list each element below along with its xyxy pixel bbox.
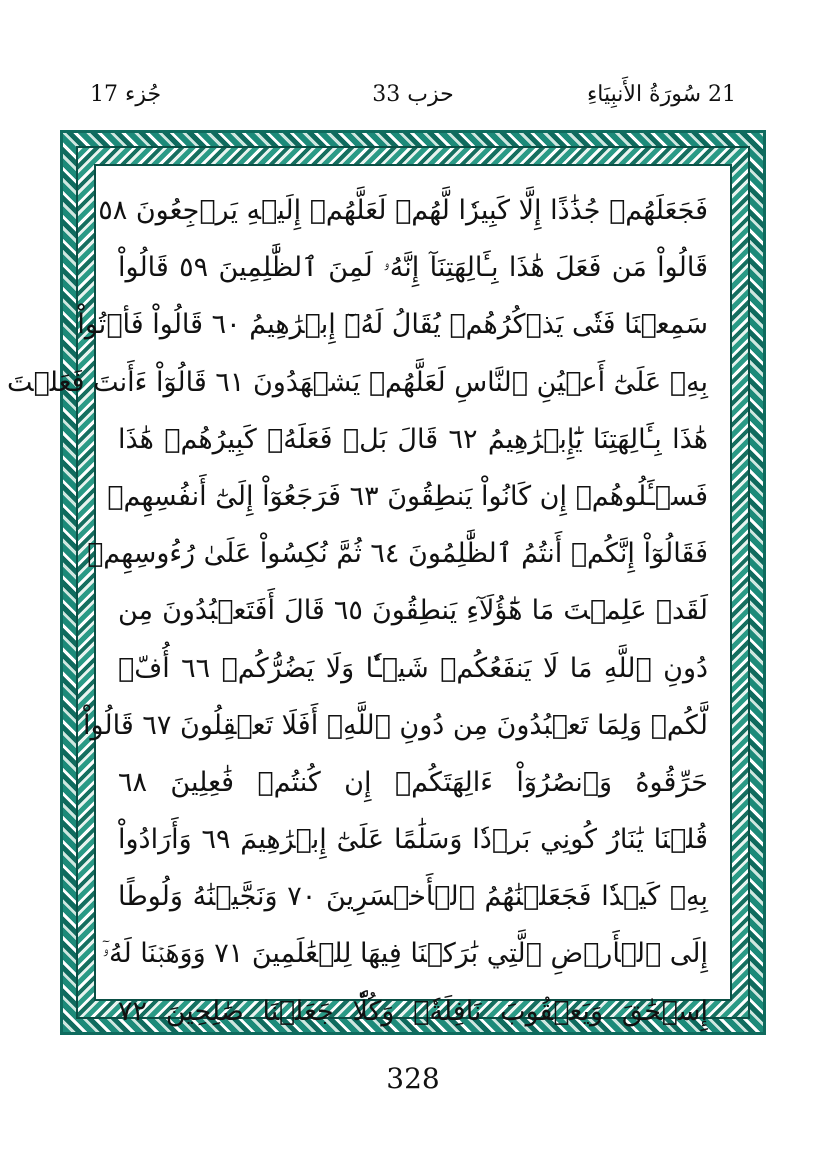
text-line: قَالُواْ مَن فَعَلَ هَٰذَا بِـَٔالِهَتِنَآ إِنَّهُۥ لَمِنَ ٱلظَّٰلِمِينَ ٥٩ قَالُواْ — [118, 252, 708, 284]
verse-text-block — [6, 182, 709, 1027]
text-line: سَمِعۡنَا فَتٗى يَذۡكُرُهُمۡ يُقَالُ لَهُۥٓ إِبۡرَٰهِيمُ ٦٠ قَالُواْ فَأۡتُواْ — [77, 309, 708, 341]
text-line: هَٰذَا بِـَٔالِهَتِنَا يَٰٓإِبۡرَٰهِيمُ ٦٢ قَالَ بَلۡ فَعَلَهُۥ كَبِيرُهُمۡ هَٰذَا — [118, 423, 709, 455]
ornamental-border — [6, 130, 766, 1035]
text-line: فَقَالُوٓاْ إِنَّكُمۡ أَنتُمُ ٱلظَّٰلِمُونَ ٦٤ ثُمَّ نُكِسُواْ عَلَىٰ رُءُوسِهِمۡ — [87, 538, 708, 570]
text-line: بِهِۦ كَيۡدٗا فَجَعَلۡنَٰهُمُ ٱلۡأَخۡسَرِينَ ٧٠ وَنَجَّيۡنَٰهُ وَلُوطًا — [118, 881, 708, 913]
text-line: دُونِ ٱللَّهِ مَا لَا يَنفَعُكُمۡ شَيۡـٔٗا وَلَا يَضُرُّكُمۡ ٦٦ أُفّٖ — [118, 652, 709, 684]
text-line: لَقَدۡ عَلِمۡتَ مَا هَٰٓؤُلَآءِ يَنطِقُونَ ٦٥ قَالَ أَفَتَعۡبُدُونَ مِن — [118, 595, 709, 627]
text-line: حَرِّقُوهُ وَٱنصُرُوٓاْ ءَالِهَتَكُمۡ إِن كُنتُمۡ فَٰعِلِينَ ٦٨ — [118, 766, 708, 798]
juz-label: جُزء 17 — [90, 82, 162, 107]
surah-title: 21 سُورَةُ الأَنبِيَاءِ — [586, 82, 736, 107]
hizb-label: حزب 33 — [372, 82, 454, 107]
text-line: لَّكُمۡ وَلِمَا تَعۡبُدُونَ مِن دُونِ ٱللَّهِۚ أَفَلَا تَعۡقِلُونَ ٦٧ قَالُواْ — [82, 709, 708, 741]
text-line: إِسۡحَٰقَ وَيَعۡقُوبَ نَافِلَةٗۖ وَكُلّٗا جَعَلۡنَا صَٰلِحِينَ ٧٢ — [118, 995, 708, 1027]
text-line: إِلَى ٱلۡأَرۡضِ ٱلَّتِي بَٰرَكۡنَا فِيهَا لِلۡعَٰلَمِينَ ٧١ وَوَهَبۡنَا لَهُۥٓ — [102, 938, 708, 970]
text-line: فَجَعَلَهُمۡ جُذَٰذًا إِلَّا كَبِيرٗا لَّهُمۡ لَعَلَّهُمۡ إِلَيۡهِ يَرۡجِعُونَ ٥٨ — [98, 195, 708, 226]
ornamental-border-inner — [6, 146, 750, 1027]
text-line: فَسۡـَٔلُوهُمۡ إِن كَانُواْ يَنطِقُونَ ٦٣ فَرَجَعُوٓاْ إِلَىٰٓ أَنفُسِهِمۡ — [107, 480, 708, 512]
page-header — [90, 82, 736, 122]
page-number: 328 — [386, 1062, 440, 1095]
text-panel — [6, 164, 732, 1027]
text-line: بِهِۦ عَلَىٰٓ أَعۡيُنِ ٱلنَّاسِ لَعَلَّهُمۡ يَشۡهَدُونَ ٦١ قَالُوٓاْ ءَأَنتَ فَعَلۡتَ — [6, 366, 708, 398]
text-line: قُلۡنَا يَٰنَارُ كُونِي بَرۡدٗا وَسَلَٰمًا عَلَىٰٓ إِبۡرَٰهِيمَ ٦٩ وَأَرَادُواْ — [118, 824, 708, 856]
